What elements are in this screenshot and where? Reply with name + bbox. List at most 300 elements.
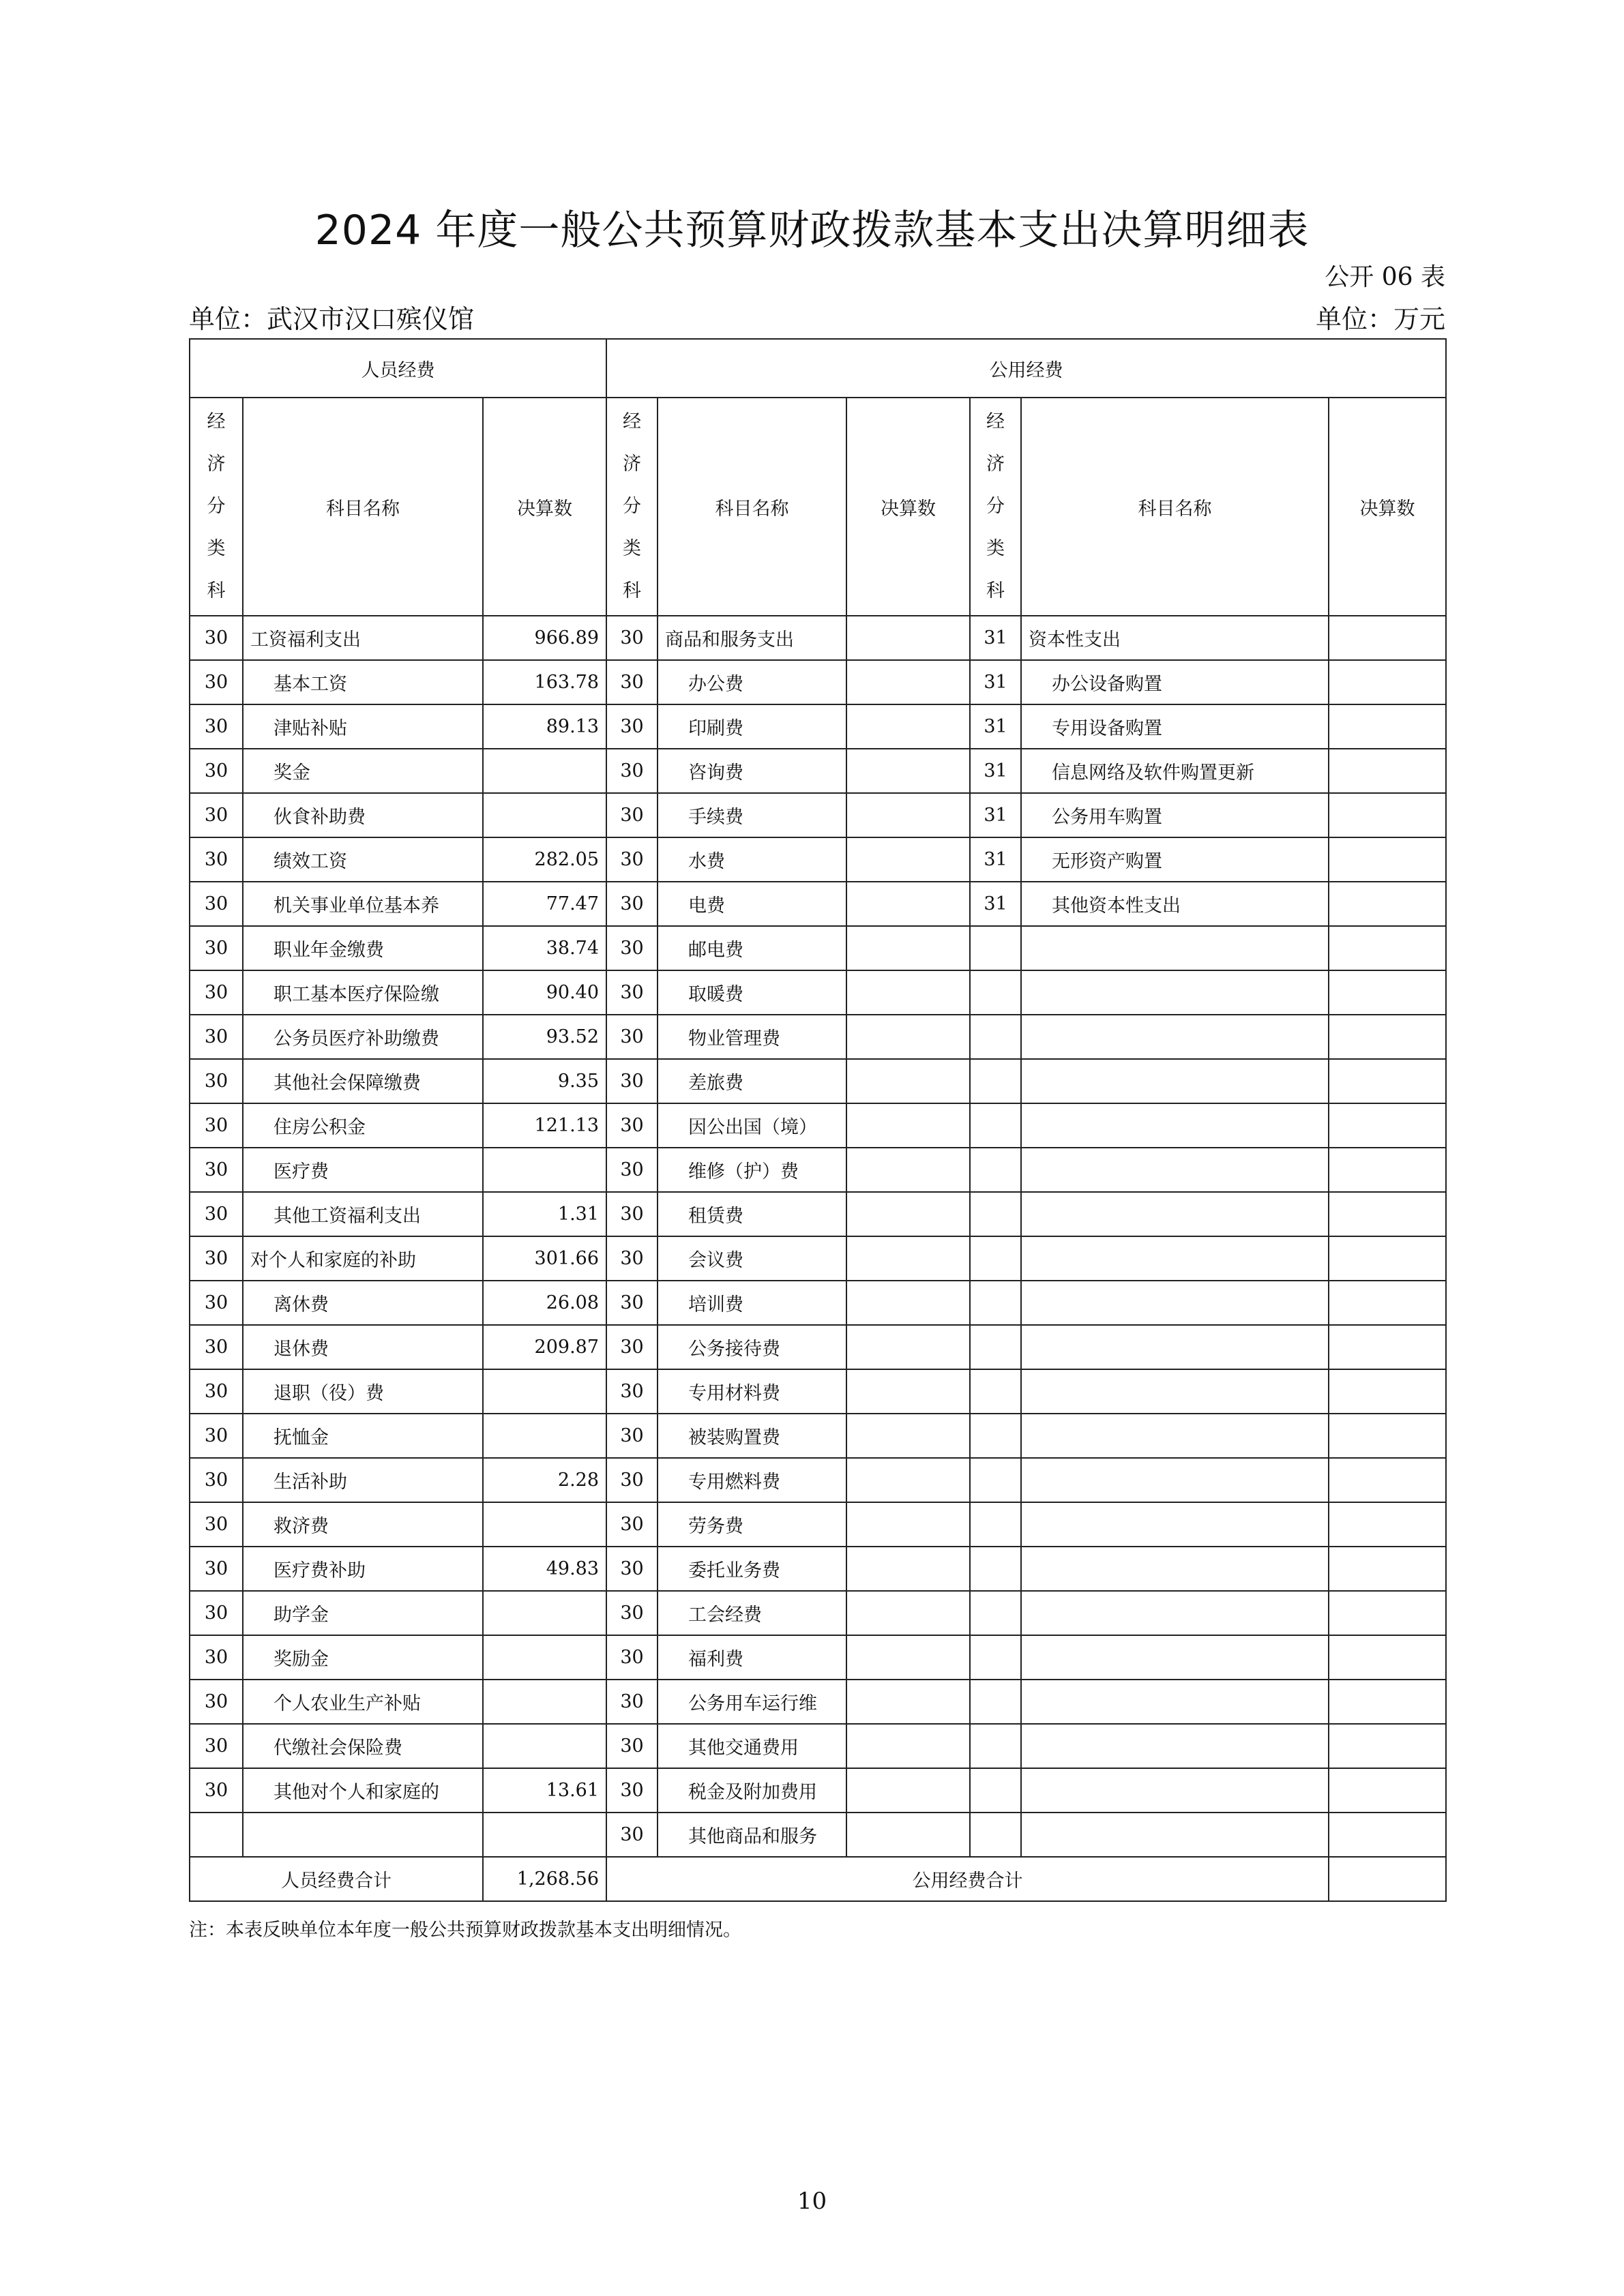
goods-code-cell: 30 (606, 1680, 658, 1724)
capital-name-cell (1021, 1724, 1329, 1768)
capital-name-cell (1021, 1458, 1329, 1502)
capital-amount-cell (1329, 1768, 1446, 1813)
capital-name-cell (1021, 1103, 1329, 1148)
capital-code-cell (970, 1236, 1021, 1281)
final-amount-header: 决算数 (1329, 398, 1446, 616)
goods-name-cell: 商品和服务支出 (658, 616, 846, 660)
personnel-amount-cell (483, 1813, 606, 1857)
capital-amount-cell (1329, 1680, 1446, 1724)
capital-name-cell (1021, 970, 1329, 1015)
capital-name-cell (1021, 1015, 1329, 1059)
goods-amount-cell (846, 616, 970, 660)
personnel-name-cell: 对个人和家庭的补助 (243, 1236, 483, 1281)
goods-amount-cell (846, 704, 970, 749)
capital-code-cell (970, 1813, 1021, 1857)
capital-code-cell: 31 (970, 704, 1021, 749)
personnel-name-cell: 助学金 (243, 1591, 483, 1635)
personnel-name-cell: 离休费 (243, 1281, 483, 1325)
capital-amount-cell (1329, 660, 1446, 704)
public-total-label: 公用经费合计 (606, 1857, 1329, 1901)
goods-code-cell: 30 (606, 1103, 658, 1148)
goods-amount-cell (846, 1724, 970, 1768)
capital-code-cell (970, 1059, 1021, 1103)
personnel-code-cell: 30 (190, 1015, 243, 1059)
goods-name-cell: 会议费 (658, 1236, 846, 1281)
goods-amount-cell (846, 1236, 970, 1281)
table-row (190, 749, 1446, 793)
capital-code-cell (970, 1281, 1021, 1325)
personnel-code-cell: 30 (190, 660, 243, 704)
personnel-code-cell: 30 (190, 1325, 243, 1369)
personnel-code-cell: 30 (190, 1414, 243, 1458)
personnel-total-value: 1,268.56 (483, 1857, 606, 1901)
personnel-amount-cell: 121.13 (483, 1103, 606, 1148)
table-row (190, 660, 1446, 704)
personnel-code-cell: 30 (190, 1591, 243, 1635)
goods-amount-cell (846, 1369, 970, 1414)
capital-name-cell (1021, 1813, 1329, 1857)
goods-code-cell: 30 (606, 1281, 658, 1325)
econ-class-char: 济 (623, 453, 642, 475)
goods-code-cell: 30 (606, 1724, 658, 1768)
goods-name-cell: 福利费 (658, 1635, 846, 1680)
capital-amount-cell (1329, 1813, 1446, 1857)
personnel-amount-cell: 209.87 (483, 1325, 606, 1369)
personnel-amount-cell: 163.78 (483, 660, 606, 704)
table-row (190, 970, 1446, 1015)
capital-name-cell (1021, 1192, 1329, 1236)
capital-amount-cell (1329, 1148, 1446, 1192)
econ-class-header (606, 398, 658, 616)
capital-amount-cell (1329, 1635, 1446, 1680)
personnel-name-cell: 抚恤金 (243, 1414, 483, 1458)
econ-class-char: 科 (207, 580, 226, 601)
goods-code-cell: 30 (606, 970, 658, 1015)
personnel-code-cell: 30 (190, 616, 243, 660)
capital-name-cell: 办公设备购置 (1021, 660, 1329, 704)
capital-code-cell (970, 1680, 1021, 1724)
table-row (190, 1059, 1446, 1103)
goods-code-cell: 30 (606, 1325, 658, 1369)
personnel-code-cell: 30 (190, 970, 243, 1015)
personnel-name-cell: 奖励金 (243, 1635, 483, 1680)
capital-name-cell (1021, 1281, 1329, 1325)
personnel-name-cell: 其他社会保障缴费 (243, 1059, 483, 1103)
goods-code-cell: 30 (606, 882, 658, 926)
capital-amount-cell (1329, 1591, 1446, 1635)
capital-code-cell (970, 970, 1021, 1015)
personnel-name-cell: 公务员医疗补助缴费 (243, 1015, 483, 1059)
reporting-unit: 单位：武汉市汉口殡仪馆 (189, 304, 475, 334)
capital-name-cell (1021, 1414, 1329, 1458)
capital-name-cell: 其他资本性支出 (1021, 882, 1329, 926)
personnel-amount-cell: 13.61 (483, 1768, 606, 1813)
personnel-name-cell: 救济费 (243, 1502, 483, 1547)
econ-class-char: 济 (986, 453, 1005, 475)
goods-code-cell: 30 (606, 837, 658, 882)
goods-amount-cell (846, 1502, 970, 1547)
personnel-amount-cell: 966.89 (483, 616, 606, 660)
public-total-value (1329, 1857, 1446, 1901)
goods-amount-cell (846, 1458, 970, 1502)
econ-class-char: 类 (623, 538, 642, 559)
personnel-code-cell: 30 (190, 1680, 243, 1724)
capital-code-cell: 31 (970, 837, 1021, 882)
capital-amount-cell (1329, 837, 1446, 882)
goods-name-cell: 电费 (658, 882, 846, 926)
personnel-name-cell: 职业年金缴费 (243, 926, 483, 970)
goods-code-cell: 30 (606, 1192, 658, 1236)
goods-amount-cell (846, 882, 970, 926)
capital-code-cell (970, 1325, 1021, 1369)
capital-code-cell (970, 926, 1021, 970)
capital-code-cell (970, 1015, 1021, 1059)
personnel-name-cell: 住房公积金 (243, 1103, 483, 1148)
table-row (190, 1680, 1446, 1724)
goods-code-cell: 30 (606, 1414, 658, 1458)
goods-name-cell: 因公出国（境） (658, 1103, 846, 1148)
subject-name-header: 科目名称 (658, 398, 846, 616)
final-amount-header: 决算数 (846, 398, 970, 616)
personnel-code-cell: 30 (190, 1192, 243, 1236)
capital-name-cell (1021, 1325, 1329, 1369)
personnel-name-cell: 退休费 (243, 1325, 483, 1369)
goods-name-cell: 邮电费 (658, 926, 846, 970)
personnel-amount-cell (483, 1724, 606, 1768)
table-row (190, 793, 1446, 837)
table-row (190, 1148, 1446, 1192)
personnel-code-cell (190, 1813, 243, 1857)
econ-class-char: 类 (207, 538, 226, 559)
personnel-name-cell: 代缴社会保险费 (243, 1724, 483, 1768)
personnel-code-cell: 30 (190, 1369, 243, 1414)
capital-code-cell (970, 1103, 1021, 1148)
goods-name-cell: 租赁费 (658, 1192, 846, 1236)
personnel-amount-cell: 9.35 (483, 1059, 606, 1103)
capital-amount-cell (1329, 616, 1446, 660)
goods-amount-cell (846, 1680, 970, 1724)
capital-name-cell (1021, 1148, 1329, 1192)
goods-code-cell: 30 (606, 1369, 658, 1414)
goods-code-cell: 30 (606, 704, 658, 749)
personnel-amount-cell (483, 793, 606, 837)
personnel-name-cell: 职工基本医疗保险缴 (243, 970, 483, 1015)
capital-amount-cell (1329, 1059, 1446, 1103)
capital-name-cell (1021, 1768, 1329, 1813)
personnel-code-cell: 30 (190, 1281, 243, 1325)
goods-amount-cell (846, 1015, 970, 1059)
personnel-code-cell: 30 (190, 837, 243, 882)
capital-name-cell: 资本性支出 (1021, 616, 1329, 660)
goods-name-cell: 委托业务费 (658, 1547, 846, 1591)
goods-code-cell: 30 (606, 926, 658, 970)
table-row (190, 1414, 1446, 1458)
goods-amount-cell (846, 1192, 970, 1236)
personnel-amount-cell (483, 1369, 606, 1414)
capital-amount-cell (1329, 926, 1446, 970)
personnel-name-cell: 机关事业单位基本养 (243, 882, 483, 926)
goods-amount-cell (846, 749, 970, 793)
column-header-row (190, 398, 1446, 616)
personnel-code-cell: 30 (190, 1635, 243, 1680)
personnel-amount-cell (483, 1680, 606, 1724)
goods-code-cell: 30 (606, 1591, 658, 1635)
personnel-amount-cell: 89.13 (483, 704, 606, 749)
personnel-code-cell: 30 (190, 1768, 243, 1813)
goods-name-cell: 咨询费 (658, 749, 846, 793)
goods-name-cell: 取暖费 (658, 970, 846, 1015)
personnel-code-cell: 30 (190, 1724, 243, 1768)
capital-name-cell: 专用设备购置 (1021, 704, 1329, 749)
capital-amount-cell (1329, 793, 1446, 837)
capital-amount-cell (1329, 1015, 1446, 1059)
table-row (190, 704, 1446, 749)
table-row (190, 1281, 1446, 1325)
goods-amount-cell (846, 793, 970, 837)
goods-amount-cell (846, 1768, 970, 1813)
goods-name-cell: 物业管理费 (658, 1015, 846, 1059)
goods-name-cell: 专用材料费 (658, 1369, 846, 1414)
personnel-name-cell: 生活补助 (243, 1458, 483, 1502)
personnel-amount-cell: 49.83 (483, 1547, 606, 1591)
personnel-name-cell: 奖金 (243, 749, 483, 793)
goods-name-cell: 公务用车运行维 (658, 1680, 846, 1724)
personnel-amount-cell (483, 749, 606, 793)
capital-code-cell (970, 1635, 1021, 1680)
capital-amount-cell (1329, 1192, 1446, 1236)
goods-code-cell: 30 (606, 793, 658, 837)
personnel-name-cell: 津贴补贴 (243, 704, 483, 749)
goods-amount-cell (846, 1414, 970, 1458)
personnel-name-cell: 退职（役）费 (243, 1369, 483, 1414)
page-number: 10 (797, 2188, 827, 2215)
econ-class-char: 分 (623, 496, 642, 517)
table-row (190, 1768, 1446, 1813)
econ-class-char: 分 (986, 496, 1005, 517)
capital-code-cell (970, 1591, 1021, 1635)
personnel-name-cell: 其他工资福利支出 (243, 1192, 483, 1236)
goods-name-cell: 差旅费 (658, 1059, 846, 1103)
personnel-amount-cell: 1.31 (483, 1192, 606, 1236)
personnel-amount-cell: 282.05 (483, 837, 606, 882)
table-row (190, 1591, 1446, 1635)
personnel-amount-cell: 90.40 (483, 970, 606, 1015)
capital-code-cell (970, 1458, 1021, 1502)
goods-code-cell: 30 (606, 660, 658, 704)
personnel-group-header: 人员经费 (190, 339, 606, 398)
capital-amount-cell (1329, 1547, 1446, 1591)
personnel-code-cell: 30 (190, 882, 243, 926)
goods-code-cell: 30 (606, 1813, 658, 1857)
capital-code-cell (970, 1502, 1021, 1547)
personnel-code-cell: 30 (190, 749, 243, 793)
econ-class-header (190, 398, 243, 616)
expenditure-table (189, 338, 1447, 1902)
personnel-amount-cell: 301.66 (483, 1236, 606, 1281)
capital-code-cell: 31 (970, 660, 1021, 704)
goods-amount-cell (846, 1103, 970, 1148)
capital-amount-cell (1329, 1502, 1446, 1547)
personnel-name-cell: 个人农业生产补贴 (243, 1680, 483, 1724)
personnel-amount-cell (483, 1414, 606, 1458)
final-amount-header: 决算数 (483, 398, 606, 616)
econ-class-char: 济 (207, 453, 226, 475)
goods-name-cell: 被装购置费 (658, 1414, 846, 1458)
capital-amount-cell (1329, 749, 1446, 793)
table-row (190, 882, 1446, 926)
goods-amount-cell (846, 1591, 970, 1635)
table-row (190, 1547, 1446, 1591)
capital-code-cell (970, 1547, 1021, 1591)
personnel-code-cell: 30 (190, 1103, 243, 1148)
capital-name-cell (1021, 1502, 1329, 1547)
goods-code-cell: 30 (606, 1547, 658, 1591)
goods-code-cell: 30 (606, 1059, 658, 1103)
personnel-name-cell: 绩效工资 (243, 837, 483, 882)
capital-name-cell (1021, 1680, 1329, 1724)
capital-code-cell (970, 1369, 1021, 1414)
capital-code-cell (970, 1192, 1021, 1236)
form-number: 公开 06 表 (1325, 263, 1445, 291)
goods-code-cell: 30 (606, 1458, 658, 1502)
goods-name-cell: 其他交通费用 (658, 1724, 846, 1768)
econ-class-header (970, 398, 1021, 616)
goods-amount-cell (846, 837, 970, 882)
capital-name-cell: 信息网络及软件购置更新 (1021, 749, 1329, 793)
capital-code-cell: 31 (970, 793, 1021, 837)
personnel-code-cell: 30 (190, 1547, 243, 1591)
capital-amount-cell (1329, 1414, 1446, 1458)
goods-amount-cell (846, 1547, 970, 1591)
goods-name-cell: 工会经费 (658, 1591, 846, 1635)
goods-code-cell: 30 (606, 1768, 658, 1813)
goods-name-cell: 其他商品和服务 (658, 1813, 846, 1857)
capital-amount-cell (1329, 1369, 1446, 1414)
public-group-header: 公用经费 (606, 339, 1446, 398)
table-row (190, 926, 1446, 970)
goods-code-cell: 30 (606, 1015, 658, 1059)
goods-name-cell: 水费 (658, 837, 846, 882)
personnel-code-cell: 30 (190, 1059, 243, 1103)
personnel-amount-cell (483, 1591, 606, 1635)
goods-amount-cell (846, 970, 970, 1015)
personnel-name-cell: 医疗费补助 (243, 1547, 483, 1591)
page-title: 2024 年度一般公共预算财政拨款基本支出决算明细表 (314, 207, 1310, 254)
personnel-code-cell: 30 (190, 1236, 243, 1281)
personnel-amount-cell: 26.08 (483, 1281, 606, 1325)
goods-name-cell: 税金及附加费用 (658, 1768, 846, 1813)
personnel-name-cell: 伙食补助费 (243, 793, 483, 837)
table-row (190, 1015, 1446, 1059)
currency-unit: 单位：万元 (1315, 304, 1445, 334)
econ-class-char: 科 (623, 580, 642, 601)
table-row (190, 1502, 1446, 1547)
table-row (190, 616, 1446, 660)
goods-name-cell: 公务接待费 (658, 1325, 846, 1369)
capital-name-cell (1021, 1236, 1329, 1281)
subject-name-header: 科目名称 (243, 398, 483, 616)
capital-code-cell (970, 1414, 1021, 1458)
capital-amount-cell (1329, 1281, 1446, 1325)
personnel-code-cell: 30 (190, 926, 243, 970)
totals-row (190, 1857, 1446, 1901)
personnel-amount-cell: 38.74 (483, 926, 606, 970)
capital-code-cell: 31 (970, 616, 1021, 660)
econ-class-char: 科 (986, 580, 1005, 601)
goods-name-cell: 培训费 (658, 1281, 846, 1325)
econ-class-char: 经 (207, 411, 226, 432)
capital-name-cell (1021, 1059, 1329, 1103)
goods-name-cell: 维修（护）费 (658, 1148, 846, 1192)
goods-amount-cell (846, 1148, 970, 1192)
personnel-name-cell (243, 1813, 483, 1857)
capital-name-cell (1021, 1591, 1329, 1635)
personnel-code-cell: 30 (190, 1458, 243, 1502)
goods-amount-cell (846, 1059, 970, 1103)
table-row (190, 1369, 1446, 1414)
capital-code-cell: 31 (970, 882, 1021, 926)
capital-amount-cell (1329, 1458, 1446, 1502)
capital-amount-cell (1329, 704, 1446, 749)
capital-amount-cell (1329, 1724, 1446, 1768)
personnel-code-cell: 30 (190, 793, 243, 837)
capital-name-cell: 无形资产购置 (1021, 837, 1329, 882)
table-row (190, 1813, 1446, 1857)
capital-name-cell: 公务用车购置 (1021, 793, 1329, 837)
table-row (190, 837, 1446, 882)
personnel-name-cell: 其他对个人和家庭的 (243, 1768, 483, 1813)
personnel-name-cell: 工资福利支出 (243, 616, 483, 660)
goods-code-cell: 30 (606, 616, 658, 660)
capital-code-cell (970, 1724, 1021, 1768)
goods-name-cell: 手续费 (658, 793, 846, 837)
table-row (190, 1724, 1446, 1768)
capital-amount-cell (1329, 1325, 1446, 1369)
goods-name-cell: 专用燃料费 (658, 1458, 846, 1502)
capital-code-cell (970, 1768, 1021, 1813)
personnel-amount-cell: 77.47 (483, 882, 606, 926)
goods-amount-cell (846, 1635, 970, 1680)
personnel-total-label: 人员经费合计 (190, 1857, 483, 1901)
goods-code-cell: 30 (606, 1502, 658, 1547)
table-row (190, 1236, 1446, 1281)
footnote: 注：本表反映单位本年度一般公共预算财政拨款基本支出明细情况。 (189, 1920, 741, 1941)
capital-amount-cell (1329, 882, 1446, 926)
capital-code-cell: 31 (970, 749, 1021, 793)
econ-class-char: 经 (623, 411, 642, 432)
personnel-code-cell: 30 (190, 1502, 243, 1547)
personnel-name-cell: 基本工资 (243, 660, 483, 704)
personnel-code-cell: 30 (190, 704, 243, 749)
goods-amount-cell (846, 1281, 970, 1325)
table-row (190, 1103, 1446, 1148)
goods-code-cell: 30 (606, 749, 658, 793)
capital-name-cell (1021, 926, 1329, 970)
personnel-amount-cell: 93.52 (483, 1015, 606, 1059)
personnel-amount-cell (483, 1502, 606, 1547)
capital-name-cell (1021, 1547, 1329, 1591)
goods-code-cell: 30 (606, 1148, 658, 1192)
capital-amount-cell (1329, 1236, 1446, 1281)
personnel-amount-cell: 2.28 (483, 1458, 606, 1502)
personnel-name-cell: 医疗费 (243, 1148, 483, 1192)
goods-amount-cell (846, 660, 970, 704)
goods-amount-cell (846, 1813, 970, 1857)
capital-name-cell (1021, 1635, 1329, 1680)
capital-amount-cell (1329, 1103, 1446, 1148)
personnel-amount-cell (483, 1148, 606, 1192)
capital-name-cell (1021, 1369, 1329, 1414)
